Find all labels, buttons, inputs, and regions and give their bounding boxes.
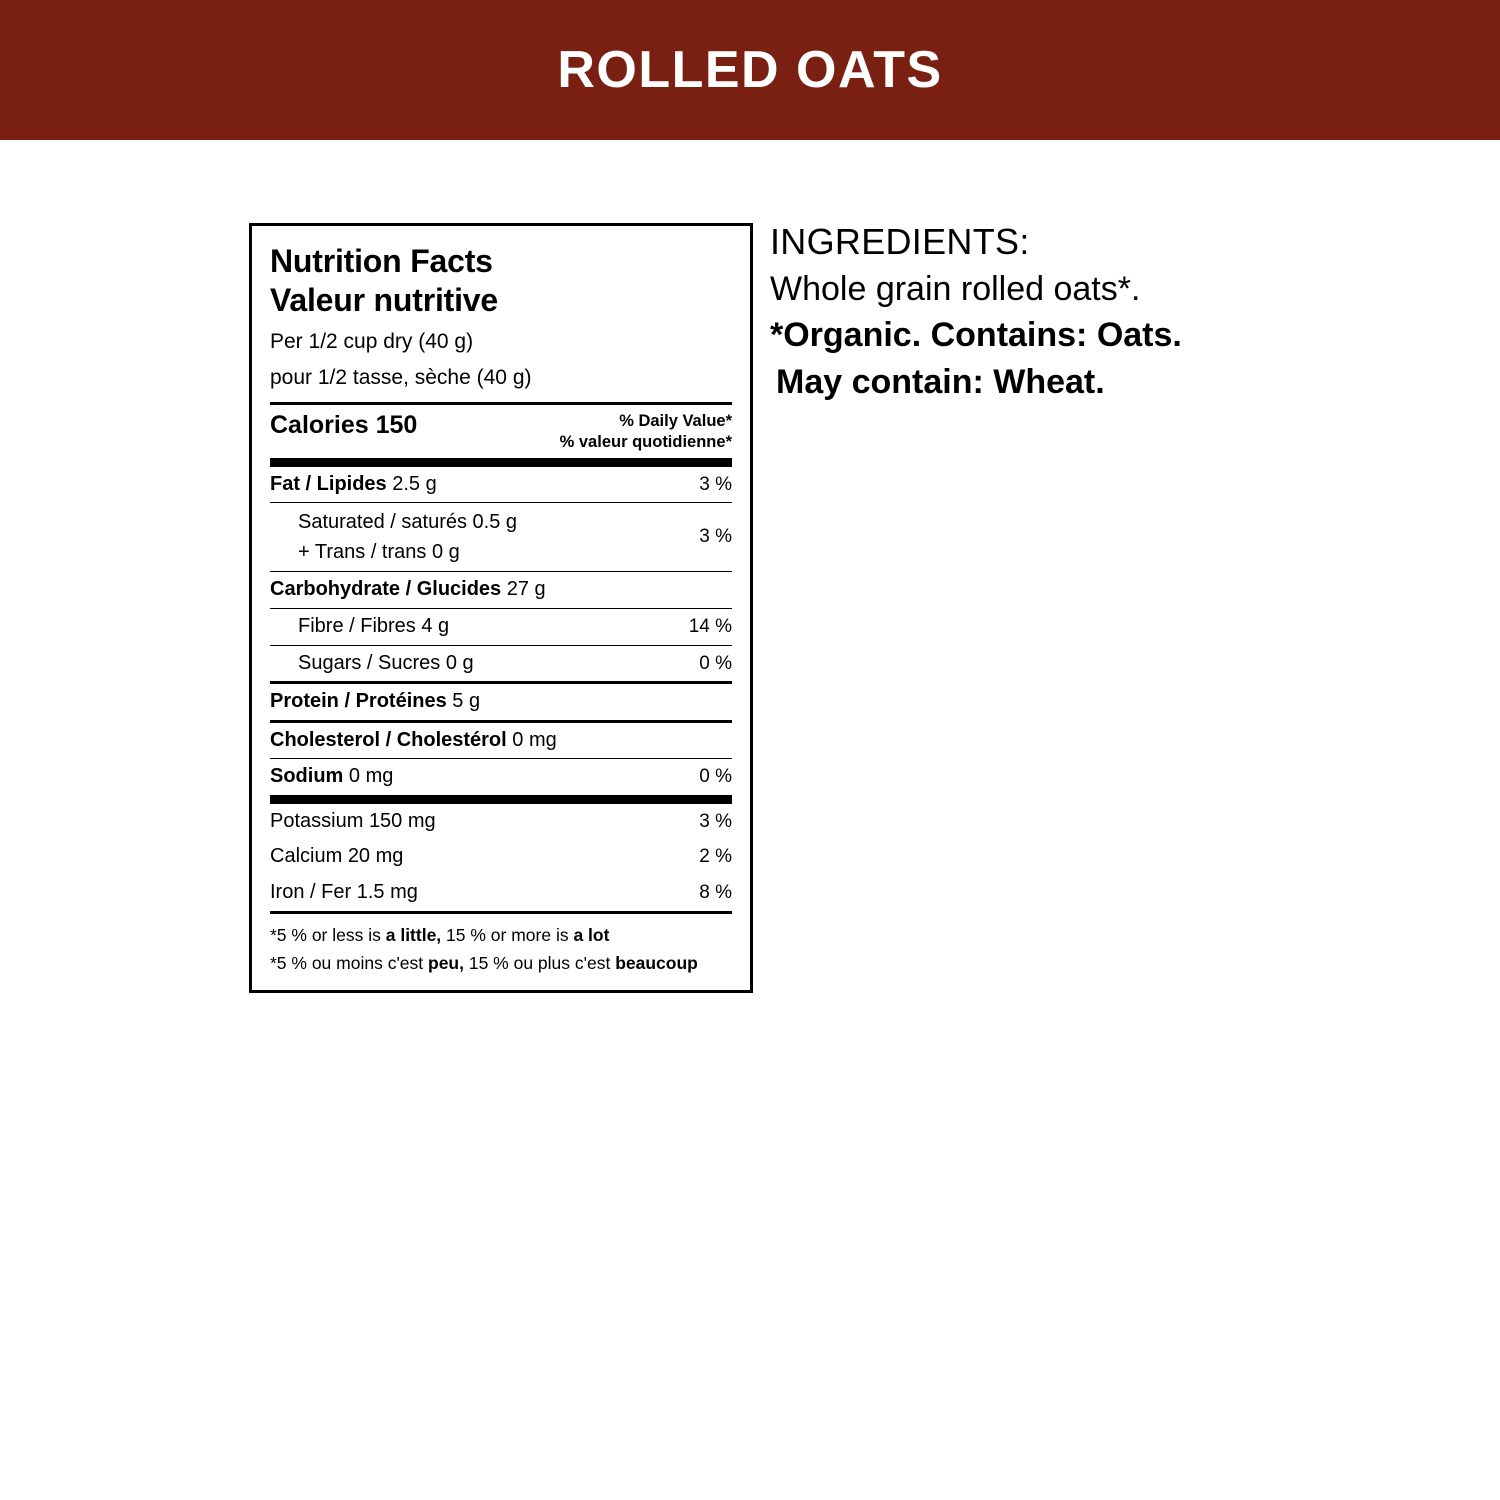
sugars-pct: 0 % xyxy=(699,652,732,674)
daily-value-header xyxy=(560,411,732,453)
daily-value-header-en: % Daily Value* xyxy=(619,411,732,430)
cholesterol-value: 0 mg xyxy=(512,728,557,751)
carbohydrate-label: Carbohydrate / Glucides xyxy=(270,578,502,601)
saturated-line xyxy=(270,507,517,537)
footnote-en-lot: a lot xyxy=(573,924,610,945)
table-row-carbohydrate xyxy=(270,572,732,608)
table-row-protein xyxy=(270,684,732,720)
protein-label: Protein / Protéines xyxy=(270,690,447,713)
footnote-fr-peu: peu, xyxy=(428,952,464,973)
potassium-value: 150 mg xyxy=(368,809,436,832)
page-title: ROLLED OATS xyxy=(557,41,943,99)
table-row-fibre xyxy=(270,609,732,645)
table-row-sodium xyxy=(270,759,732,795)
fat-value: 2.5 g xyxy=(392,472,437,495)
ingredients-line-1: Whole grain rolled oats*. xyxy=(770,269,1141,308)
table-row-fat xyxy=(270,467,732,503)
table-row-sugars xyxy=(270,646,732,682)
saturated-trans-labels xyxy=(270,507,517,567)
footnote-fr xyxy=(270,948,732,976)
fibre-label: Fibre / Fibres xyxy=(298,614,416,637)
table-row-potassium xyxy=(270,804,732,840)
nutrition-facts-title-en: Nutrition Facts xyxy=(270,243,493,279)
nutrition-facts-panel xyxy=(249,223,753,993)
cholesterol-label: Cholesterol / Cholestérol xyxy=(270,728,507,751)
carbohydrate-value: 27 g xyxy=(506,578,546,601)
sodium-label-cell xyxy=(270,764,403,790)
table-row-iron xyxy=(270,875,732,911)
fibre-value: 4 g xyxy=(421,614,450,637)
cholesterol-label-cell xyxy=(270,728,567,754)
fat-pct: 3 % xyxy=(699,473,732,495)
sodium-label: Sodium xyxy=(270,765,344,788)
iron-pct: 8 % xyxy=(699,882,732,904)
table-row-calcium xyxy=(270,839,732,875)
potassium-label: Potassium xyxy=(270,809,364,832)
calories-row xyxy=(270,405,732,458)
footnote-en-little: a little, xyxy=(385,924,442,945)
footnote-en xyxy=(270,914,732,948)
trans-value: 0 g xyxy=(431,541,460,564)
footnote-en-part1: *5 % or less is xyxy=(270,924,386,945)
calcium-value: 20 mg xyxy=(347,845,404,868)
table-row-saturated-trans xyxy=(270,503,732,571)
saturated-value: 0.5 g xyxy=(472,511,518,534)
protein-value: 5 g xyxy=(452,690,481,713)
trans-line xyxy=(270,537,517,567)
potassium-label-cell xyxy=(270,809,446,835)
trans-label: + Trans / trans xyxy=(298,541,427,564)
fat-label: Fat / Lipides xyxy=(270,472,387,495)
calories-label: Calories 150 xyxy=(270,410,418,439)
footnote-fr-beaucoup: beaucoup xyxy=(615,952,698,973)
header-banner xyxy=(0,0,1500,140)
sugars-label: Sugars / Sucres xyxy=(298,651,441,674)
sodium-value: 0 mg xyxy=(348,765,394,788)
calcium-label-cell xyxy=(270,844,413,870)
saturated-trans-pct: 3 % xyxy=(699,526,732,548)
ingredients-line-3: May contain: Wheat. xyxy=(776,363,1105,402)
fibre-pct: 14 % xyxy=(688,615,732,637)
potassium-pct: 3 % xyxy=(699,810,732,832)
carbohydrate-label-cell xyxy=(270,577,556,603)
divider-after-calories xyxy=(270,458,732,467)
saturated-label: Saturated / saturés xyxy=(298,511,467,534)
calcium-pct: 2 % xyxy=(699,846,732,868)
fibre-label-cell xyxy=(270,614,459,640)
ingredients-heading: INGREDIENTS: xyxy=(770,221,1030,262)
calcium-label: Calcium xyxy=(270,845,343,868)
sodium-pct: 0 % xyxy=(699,766,732,788)
serving-size-en: Per 1/2 cup dry (40 g) xyxy=(270,330,474,354)
table-row-cholesterol xyxy=(270,723,732,759)
serving-size-fr: pour 1/2 tasse, sèche (40 g) xyxy=(270,365,532,389)
daily-value-header-fr: % valeur quotidienne* xyxy=(559,432,732,451)
iron-label-cell xyxy=(270,880,428,906)
iron-value: 1.5 mg xyxy=(356,881,418,904)
iron-label: Iron / Fer xyxy=(270,881,352,904)
footnote-fr-part2: 15 % ou plus c'est xyxy=(463,952,616,973)
nutrition-facts-title-fr: Valeur nutritive xyxy=(270,282,498,319)
ingredients-block xyxy=(770,218,1410,406)
footnote-en-part2: 15 % or more is xyxy=(441,924,574,945)
sugars-label-cell xyxy=(270,651,484,677)
divider-after-sodium xyxy=(270,795,732,804)
fat-label-cell xyxy=(270,472,447,498)
footnote-fr-part1: *5 % ou moins c'est xyxy=(270,952,428,973)
protein-label-cell xyxy=(270,689,490,715)
ingredients-line-2: *Organic. Contains: Oats. xyxy=(770,316,1182,355)
sugars-value: 0 g xyxy=(445,651,474,674)
